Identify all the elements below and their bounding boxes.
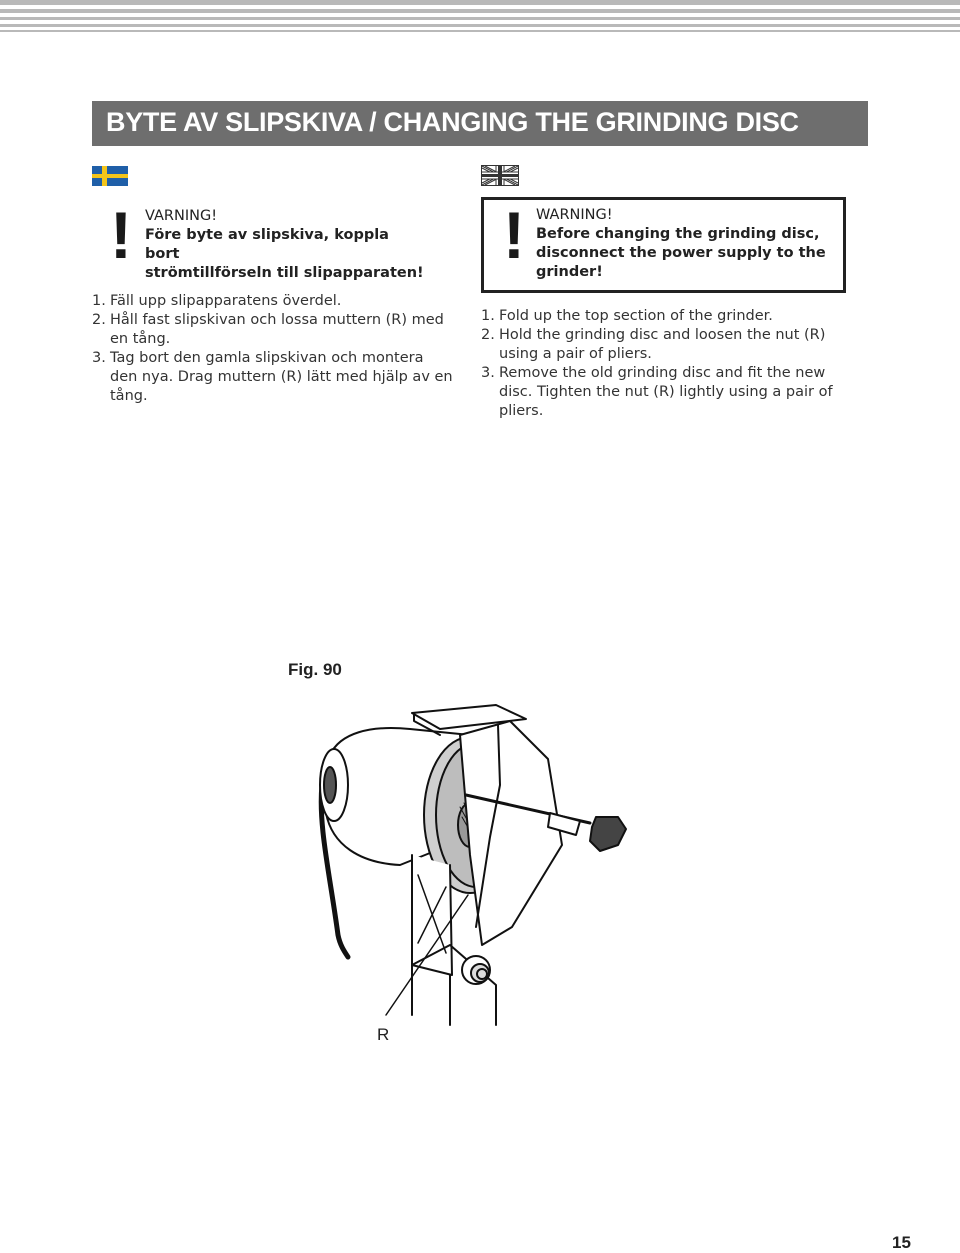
swedish-warning-line-1: Före byte av slipskiva, koppla bort (145, 227, 389, 262)
swedish-steps-list (92, 292, 454, 406)
step-text: Håll fast slipskivan och lossa muttern (R) med en tång. (110, 312, 444, 347)
figure-label: Fig. 90 (288, 660, 342, 679)
english-warning-line-2: disconnect the power supply to the (536, 245, 826, 261)
page-number: 15 (892, 1233, 911, 1252)
step-number: 2. (481, 327, 495, 343)
english-warning-line-1: Before changing the grinding disc, (536, 226, 820, 242)
callout-label-r: R (377, 1025, 390, 1044)
grinder-illustration (300, 695, 640, 1045)
english-warning-text (536, 206, 826, 282)
section-title-bar (92, 101, 868, 146)
english-warning-box (481, 197, 846, 293)
swedish-warning-text (145, 207, 428, 283)
step-number: 1. (92, 293, 106, 309)
list-item (92, 311, 454, 349)
uk-flag-icon (481, 165, 519, 186)
english-warning-line-3: grinder! (536, 264, 603, 280)
step-number: 1. (481, 308, 495, 324)
swedish-warning-line-2: strömtillförseln till slipapparaten! (145, 265, 424, 281)
step-text: Tag bort den gamla slipskivan och montera den nya. Drag muttern (R) lätt med hjälp av en tång. (110, 350, 453, 404)
swedish-warning-head: VARNING! (145, 208, 218, 224)
swedish-warning-box (92, 198, 428, 281)
list-item (481, 364, 861, 421)
header-stripes (0, 0, 960, 34)
list-item (92, 292, 454, 311)
english-steps-list (481, 307, 861, 421)
step-text: Fold up the top section of the grinder. (499, 308, 773, 324)
step-text: Fäll upp slipapparatens överdel. (110, 293, 342, 309)
step-number: 2. (92, 312, 106, 328)
warning-icon: ! (110, 198, 132, 272)
step-number: 3. (92, 350, 106, 366)
list-item (481, 307, 861, 326)
step-number: 3. (481, 365, 495, 381)
list-item (92, 349, 454, 406)
warning-icon: ! (503, 198, 525, 272)
section-title: BYTE AV SLIPSKIVA / CHANGING THE GRINDING DISC (106, 107, 799, 137)
list-item (481, 326, 861, 364)
swedish-flag-icon (92, 166, 128, 186)
step-text: Remove the old grinding disc and fit the new disc. Tighten the nut (R) lightly using a pair of pliers. (499, 365, 833, 419)
step-text: Hold the grinding disc and loosen the nut (R) using a pair of pliers. (499, 327, 826, 362)
english-warning-head: WARNING! (536, 207, 613, 223)
